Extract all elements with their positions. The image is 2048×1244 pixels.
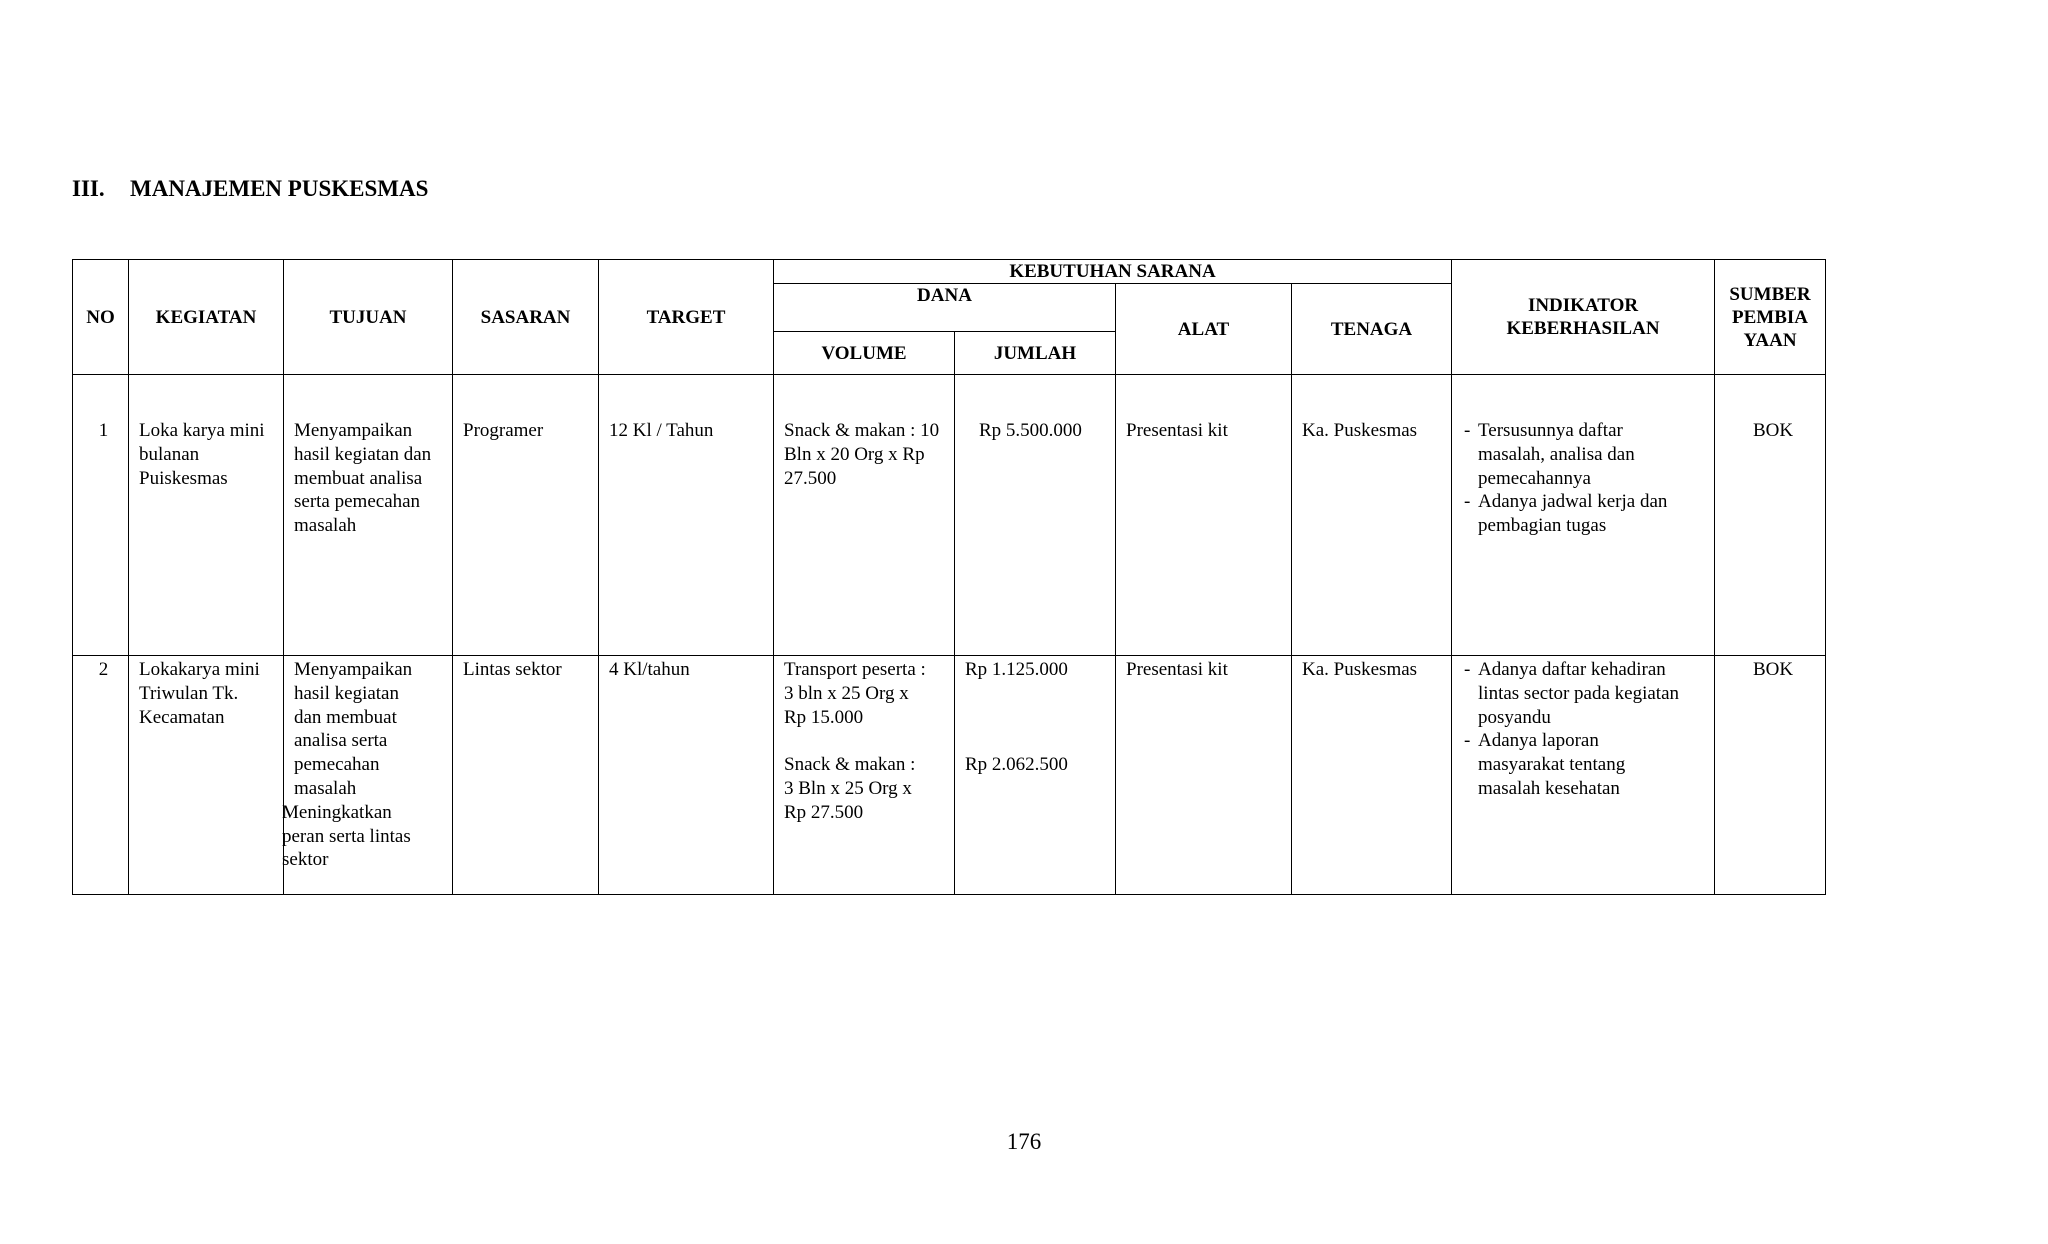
section-heading bbox=[72, 176, 428, 202]
row-indikator bbox=[1452, 656, 1715, 895]
header-volume: VOLUME bbox=[774, 332, 955, 375]
row-tenaga: Ka. Puskesmas bbox=[1292, 375, 1452, 656]
row-no: 2 bbox=[73, 656, 129, 895]
row-sumber: BOK bbox=[1715, 656, 1826, 895]
row-indikator bbox=[1452, 375, 1715, 656]
header-target: TARGET bbox=[599, 260, 774, 375]
table-row bbox=[73, 656, 1826, 895]
section-number: III. bbox=[72, 176, 105, 201]
header-no: NO bbox=[73, 260, 129, 375]
indikator-item: - Adanya jadwal kerja dan pembagian tugas bbox=[1462, 490, 1710, 538]
row-kegiatan: Loka karya mini bulanan Puiskesmas bbox=[129, 375, 284, 656]
header-dana: DANA bbox=[774, 284, 1116, 332]
row-volume: Snack & makan : 10 Bln x 20 Org x Rp 27.500 bbox=[774, 375, 955, 656]
jumlah-item-snack: Rp 2.062.500 bbox=[965, 753, 1068, 775]
header-kegiatan: KEGIATAN bbox=[129, 260, 284, 375]
row-tujuan bbox=[284, 656, 453, 895]
indikator-item: - Adanya daftar kehadiran lintas sector pada kegiatan posyandu bbox=[1462, 658, 1710, 729]
row-target: 4 Kl/tahun bbox=[599, 656, 774, 895]
row-volume bbox=[774, 656, 955, 895]
section-title: MANAJEMEN PUSKESMAS bbox=[130, 176, 429, 201]
volume-item-snack: Snack & makan : 3 Bln x 25 Org x Rp 27.500 bbox=[784, 754, 916, 823]
table-row bbox=[73, 375, 1826, 656]
row-alat: Presentasi kit bbox=[1116, 656, 1292, 895]
row-sasaran: Lintas sektor bbox=[453, 656, 599, 895]
header-sasaran: SASARAN bbox=[453, 260, 599, 375]
tujuan-text: Menyampaikan hasil kegiatan dan membuat analisa serta pemecahan masalah bbox=[294, 659, 413, 799]
row-sasaran: Programer bbox=[453, 375, 599, 656]
row-jumlah: Rp 5.500.000 bbox=[955, 375, 1116, 656]
activity-table bbox=[72, 259, 1826, 895]
indikator-item: - Adanya laporan masyarakat tentang masalah kesehatan bbox=[1462, 729, 1710, 800]
tujuan-extra-text: Meningkatkan peran serta lintas sektor bbox=[282, 801, 411, 871]
row-tujuan: Menyampaikan hasil kegiatan dan membuat analisa serta pemecahan masalah bbox=[284, 375, 453, 656]
indikator-item: - Tersusunnya daftar masalah, analisa dan pemecahannya bbox=[1462, 419, 1710, 490]
volume-item-transport: Transport peserta : 3 bln x 25 Org x Rp 15.000 bbox=[784, 659, 926, 728]
row-kegiatan: Lokakarya mini Triwulan Tk. Kecamatan bbox=[129, 656, 284, 895]
row-target: 12 Kl / Tahun bbox=[599, 375, 774, 656]
row-tenaga: Ka. Puskesmas bbox=[1292, 656, 1452, 895]
header-alat: ALAT bbox=[1116, 284, 1292, 375]
header-tujuan: TUJUAN bbox=[284, 260, 453, 375]
row-alat: Presentasi kit bbox=[1116, 375, 1292, 656]
header-tenaga: TENAGA bbox=[1292, 284, 1452, 375]
jumlah-item-transport: Rp 1.125.000 bbox=[965, 659, 1068, 680]
row-jumlah bbox=[955, 656, 1116, 895]
header-indikator: INDIKATOR KEBERHASILAN bbox=[1452, 260, 1715, 375]
header-kebutuhan-sarana: KEBUTUHAN SARANA bbox=[774, 260, 1452, 284]
page-number: 176 bbox=[1006, 1129, 1042, 1154]
row-no: 1 bbox=[73, 375, 129, 656]
header-sumber: SUMBER PEMBIA YAAN bbox=[1715, 260, 1826, 375]
row-sumber: BOK bbox=[1715, 375, 1826, 656]
header-jumlah: JUMLAH bbox=[955, 332, 1116, 375]
